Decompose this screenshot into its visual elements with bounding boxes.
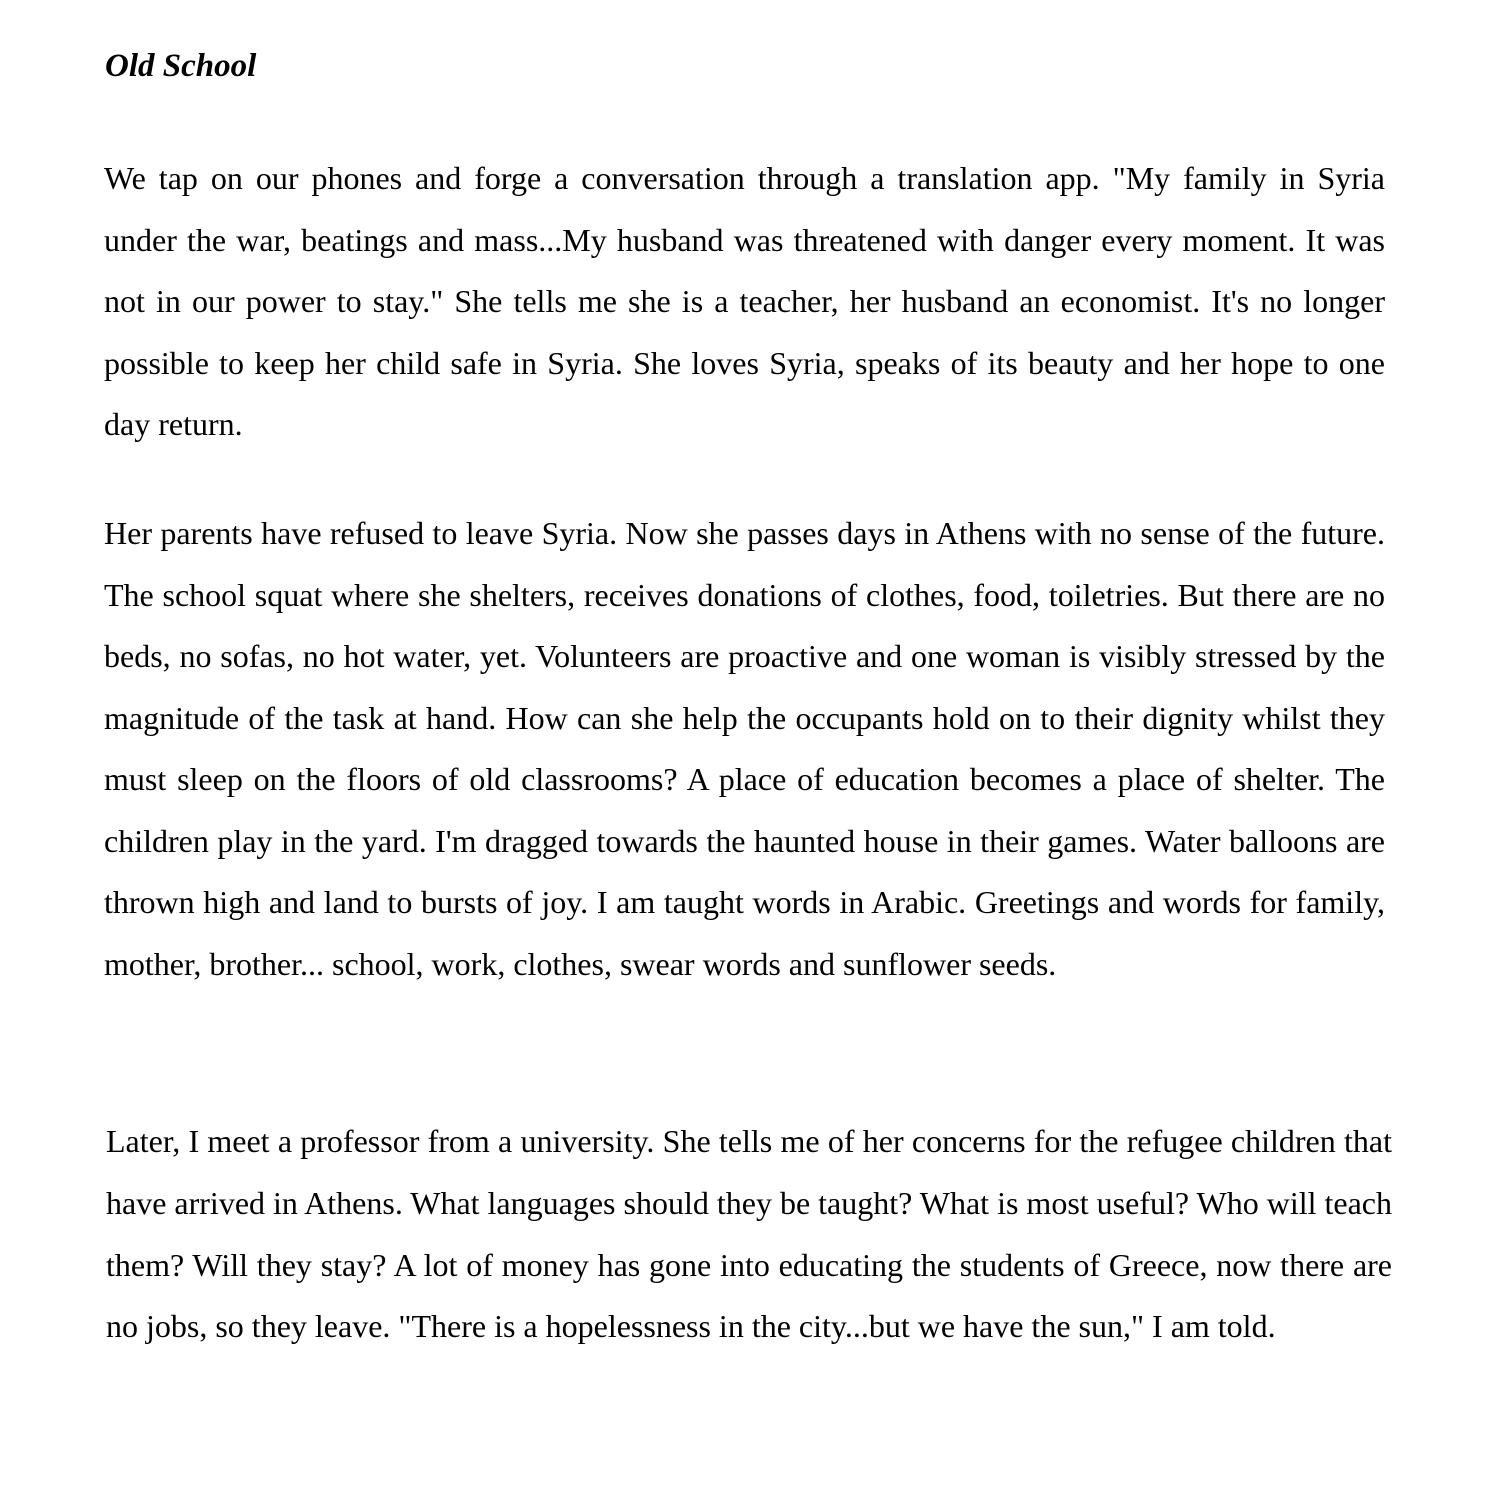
document-title: Old School xyxy=(105,48,257,84)
paragraph-2: Her parents have refused to leave Syria. Now she passes days in Athens with no sense of the future. The school squat where she shelters, receives donations of clothes, food, toiletries. But there are no beds, no sofas, no hot water, yet. Volunteers are proactive and one woman is visibly stressed by the magnitude of the task at hand. How can she help the occupants hold on to their dignity whilst they must sleep on the floors of old classrooms? A place of education becomes a place of shelter. The children play in the yard. I'm dragged towards the haunted house in their games. Water balloons are thrown high and land to bursts of joy. I am taught words in Arabic. Greetings and words for family, mother, brother... school, work, clothes, swear words and sunflower seeds. xyxy=(104,515,1385,982)
paragraph-1: We tap on our phones and forge a conversation through a translation app. "My family in Syria under the war, beatings and mass...My husband was threatened with danger every moment. It was not in our power to stay." She tells me she is a teacher, her husband an economist. It's no longer possible to keep her child safe in Syria. She loves Syria, speaks of its beauty and her hope to one day return. xyxy=(104,160,1385,442)
paragraph-3: Later, I meet a professor from a university. She tells me of her concerns for the refugee children that have arrived in Athens. What languages should they be taught? What is most useful? Who will teach them? Will they stay? A lot of money has gone into educating the students of Greece, now there are no jobs, so they leave. "There is a hopelessness in the city...but we have the sun," I am told. xyxy=(106,1123,1392,1345)
